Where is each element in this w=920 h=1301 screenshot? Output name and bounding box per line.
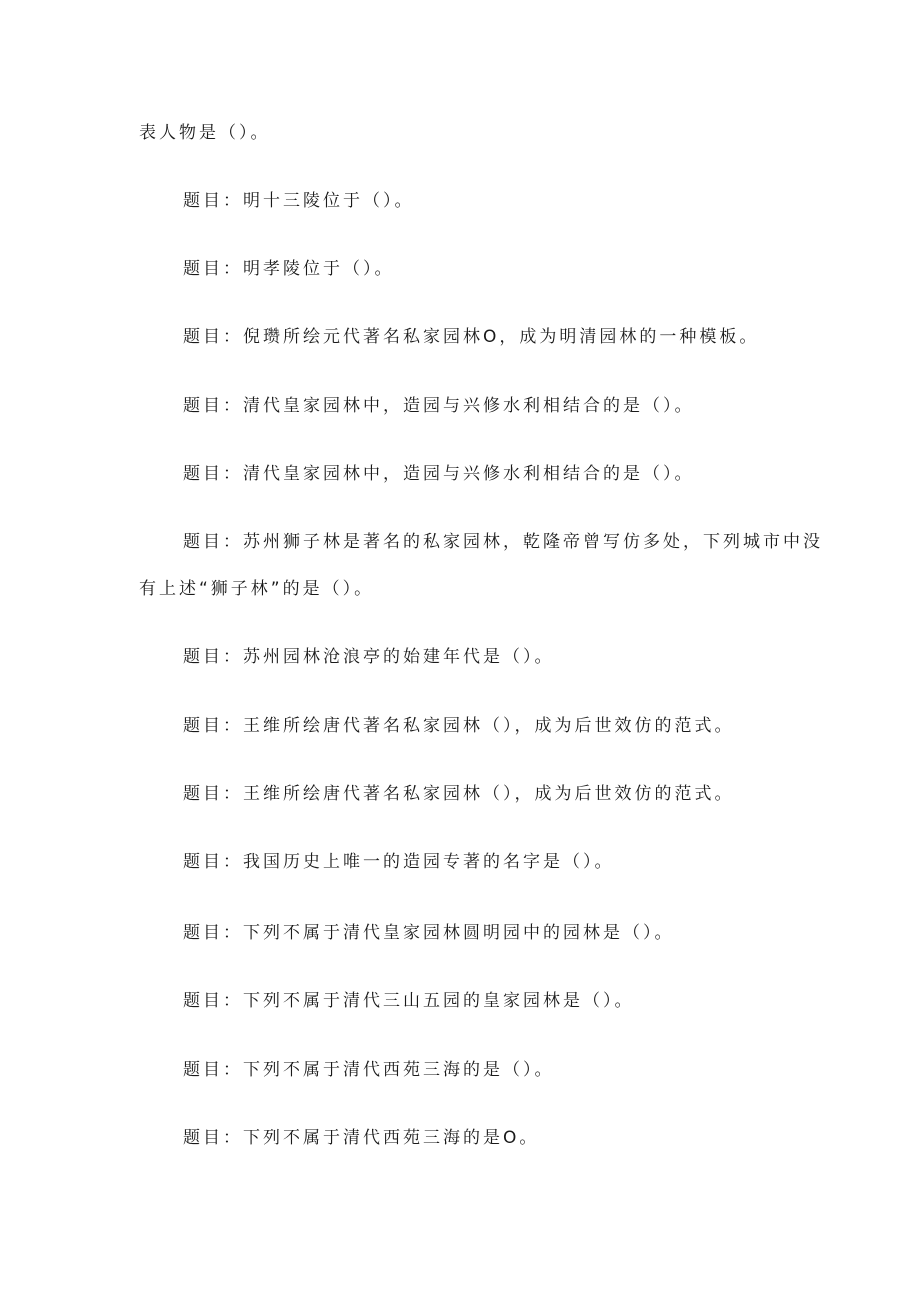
question-line: 题目：清代皇家园林中，造园与兴修水利相结合的是（）。 [183, 464, 695, 484]
question-line: 题目：王维所绘唐代著名私家园林（），成为后世效仿的范式。 [183, 784, 735, 804]
question-line: 题目：我国历史上唯一的造园专著的名字是（）。 [183, 852, 615, 872]
question-line: 题目：王维所绘唐代著名私家园林（），成为后世效仿的范式。 [183, 716, 735, 736]
question-continuation: 有上述“狮子林”的是（）。 [139, 579, 375, 599]
question-line: 题目：下列不属于清代西苑三海的是（）。 [183, 1060, 555, 1080]
question-line: 题目：苏州狮子林是著名的私家园林，乾隆帝曾写仿多处，下列城市中没 [183, 532, 823, 552]
question-line: 题目：倪瓒所绘元代著名私家园林O，成为明清园林的一种模板。 [183, 327, 760, 347]
question-line: 题目：下列不属于清代三山五园的皇家园林是（）。 [183, 991, 635, 1011]
question-line: 题目：下列不属于清代西苑三海的是O。 [183, 1128, 540, 1148]
question-line: 题目：明十三陵位于（）。 [183, 191, 415, 211]
question-line: 题目：下列不属于清代皇家园林圆明园中的园林是（）。 [183, 923, 675, 943]
question-continuation: 表人物是（）。 [139, 123, 271, 143]
question-line: 题目：清代皇家园林中，造园与兴修水利相结合的是（）。 [183, 396, 695, 416]
question-line: 题目：明孝陵位于（）。 [183, 259, 395, 279]
question-line: 题目：苏州园林沧浪亭的始建年代是（）。 [183, 647, 555, 667]
